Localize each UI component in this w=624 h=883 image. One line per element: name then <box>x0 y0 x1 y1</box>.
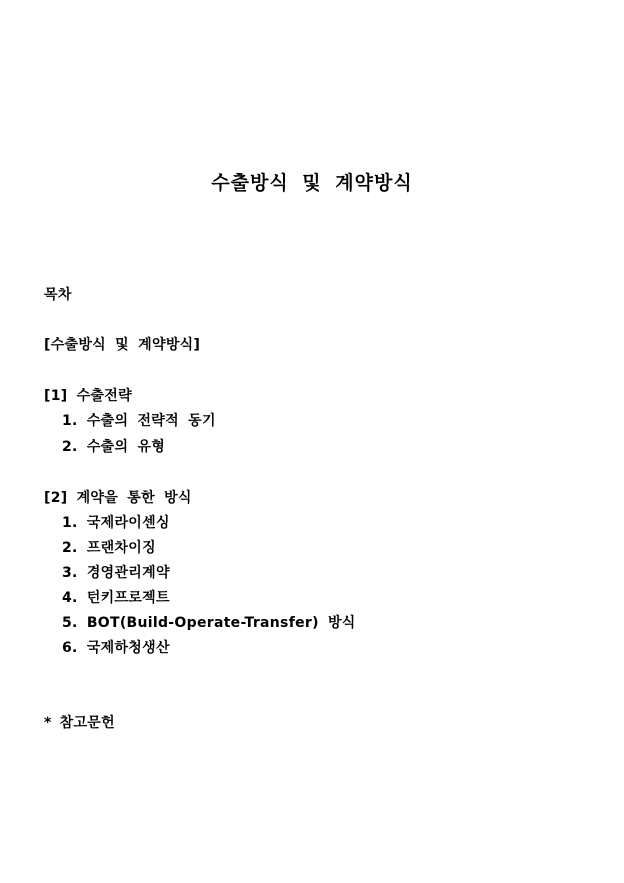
references-bullet: * <box>44 715 52 731</box>
toc-item: 3. 경영관리계약 <box>62 565 170 581</box>
toc-label: 목차 <box>44 287 72 303</box>
references-line <box>44 712 115 732</box>
toc-item: 1. 수출의 전략적 동기 <box>62 413 216 429</box>
references-label: 참고문헌 <box>59 715 115 731</box>
toc-item: 4. 턴키프로젝트 <box>62 590 170 606</box>
document-title: 수출방식 및 계약방식 <box>211 172 413 194</box>
toc-item: 2. 프랜차이징 <box>62 540 156 556</box>
section-title-contract-methods: [2] 계약을 통한 방식 <box>44 490 192 506</box>
toc-item: 5. BOT(Build-Operate-Transfer) 방식 <box>62 615 356 631</box>
toc-heading: [수출방식 및 계약방식] <box>44 337 201 353</box>
toc-item: 2. 수출의 유형 <box>62 439 166 455</box>
section-title-export-strategy: [1] 수출전략 <box>44 388 132 404</box>
toc-item: 6. 국제하청생산 <box>62 640 170 656</box>
toc-item: 1. 국제라이센싱 <box>62 515 170 531</box>
